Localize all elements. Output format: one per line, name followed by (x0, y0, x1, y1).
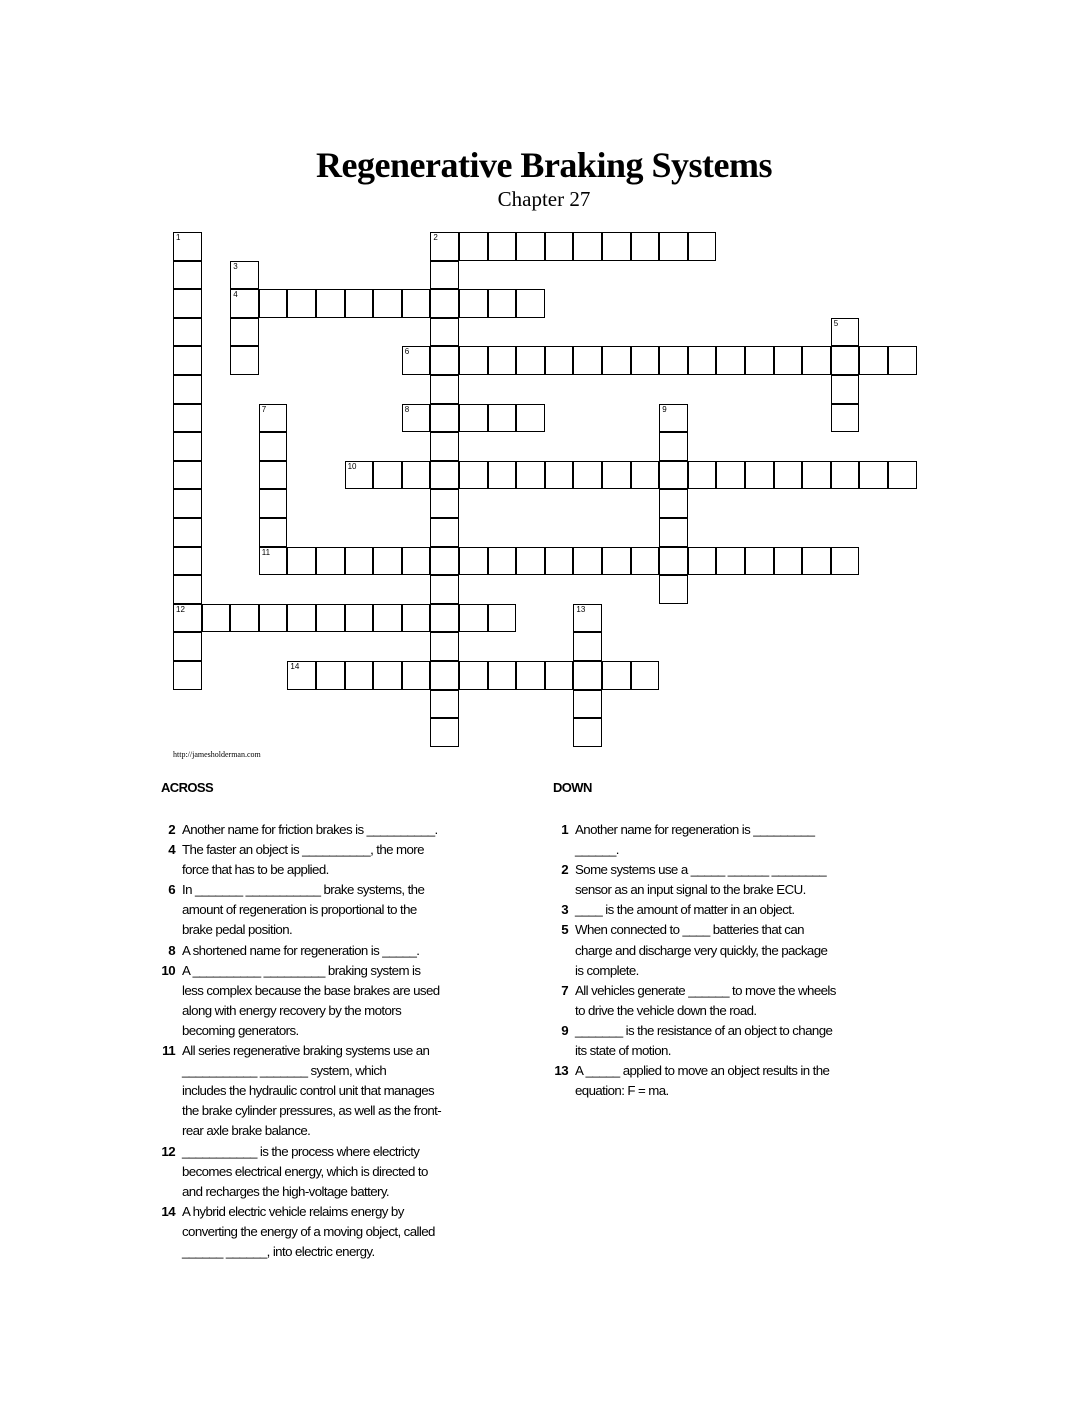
across-clue (148, 941, 508, 961)
grid-cell[interactable] (430, 604, 459, 633)
grid-cell[interactable] (230, 261, 259, 290)
grid-cell[interactable] (230, 604, 259, 633)
grid-cell[interactable] (316, 661, 345, 690)
cell-number: 8 (404, 404, 410, 414)
grid-cell[interactable] (545, 661, 574, 690)
grid-cell[interactable] (430, 318, 459, 347)
grid-cell[interactable] (774, 547, 803, 576)
grid-cell[interactable] (774, 461, 803, 490)
grid-cell[interactable] (202, 604, 231, 633)
grid-cell[interactable] (430, 518, 459, 547)
grid-cell[interactable] (573, 232, 602, 261)
clue-number: 12 (161, 1143, 175, 1159)
grid-cell[interactable] (659, 346, 688, 375)
grid-cell[interactable] (316, 604, 345, 633)
grid-cell[interactable] (516, 461, 545, 490)
down-clue-list (541, 820, 901, 1101)
cell-number: 9 (662, 404, 667, 414)
grid-cell[interactable] (573, 632, 602, 661)
grid-cell[interactable] (602, 661, 631, 690)
grid-cell[interactable] (287, 661, 316, 690)
clue-text: A hybrid electric vehicle relaims energy by converting the energy of a moving object, called ______ ______, into electric energy. (182, 1203, 435, 1259)
across-clue-list (148, 820, 508, 1262)
grid-cell[interactable] (659, 489, 688, 518)
grid-cell[interactable] (402, 404, 431, 433)
down-clue (541, 981, 901, 1021)
clue-number: 10 (161, 962, 175, 978)
grid-cell[interactable] (659, 232, 688, 261)
grid-cell[interactable] (259, 289, 288, 318)
grid-cell[interactable] (430, 632, 459, 661)
grid-cell[interactable] (259, 547, 288, 576)
grid-cell[interactable] (459, 461, 488, 490)
grid-cell[interactable] (402, 289, 431, 318)
clue-text: When connected to ____ batteries that can charge and discharge very quickly, the package is complete. (575, 922, 828, 978)
grid-cell[interactable] (459, 604, 488, 633)
grid-cell[interactable] (430, 289, 459, 318)
grid-cell[interactable] (488, 461, 517, 490)
grid-cell[interactable] (173, 318, 202, 347)
grid-cell[interactable] (373, 661, 402, 690)
grid-cell[interactable] (545, 232, 574, 261)
grid-cell[interactable] (373, 289, 402, 318)
across-clue (148, 961, 508, 1041)
grid-cell[interactable] (545, 346, 574, 375)
clue-number: 4 (168, 842, 175, 858)
grid-cell[interactable] (430, 690, 459, 719)
grid-cell[interactable] (402, 604, 431, 633)
grid-cell[interactable] (287, 604, 316, 633)
grid-cell[interactable] (430, 718, 459, 747)
grid-cell[interactable] (631, 547, 660, 576)
grid-cell[interactable] (573, 346, 602, 375)
grid-cell[interactable] (516, 289, 545, 318)
grid-cell[interactable] (173, 232, 202, 261)
grid-cell[interactable] (631, 661, 660, 690)
grid-cell[interactable] (430, 461, 459, 490)
grid-cell[interactable] (173, 661, 202, 690)
grid-cell[interactable] (430, 346, 459, 375)
grid-cell[interactable] (573, 547, 602, 576)
grid-cell[interactable] (316, 289, 345, 318)
cell-number: 7 (261, 404, 267, 414)
grid-cell[interactable] (831, 404, 860, 433)
grid-cell[interactable] (173, 575, 202, 604)
grid-cell[interactable] (459, 547, 488, 576)
grid-cell[interactable] (688, 461, 717, 490)
grid-cell[interactable] (430, 232, 459, 261)
grid-cell[interactable] (516, 346, 545, 375)
across-clue (148, 820, 508, 840)
cell-number: 6 (404, 347, 410, 357)
grid-cell[interactable] (516, 232, 545, 261)
grid-cell[interactable] (602, 232, 631, 261)
grid-cell[interactable] (745, 461, 774, 490)
grid-cell[interactable] (259, 489, 288, 518)
grid-cell[interactable] (573, 604, 602, 633)
grid-cell[interactable] (745, 547, 774, 576)
grid-cell[interactable] (516, 547, 545, 576)
across-clue (148, 1202, 508, 1262)
grid-cell[interactable] (688, 346, 717, 375)
grid-cell[interactable] (259, 404, 288, 433)
grid-cell[interactable] (430, 547, 459, 576)
grid-cell[interactable] (573, 461, 602, 490)
grid-cell[interactable] (345, 661, 374, 690)
grid-cell[interactable] (631, 232, 660, 261)
page-title: Regenerative Braking Systems (316, 145, 772, 185)
grid-cell[interactable] (173, 547, 202, 576)
cell-number: 11 (261, 547, 271, 557)
grid-cell[interactable] (345, 461, 374, 490)
cell-number: 4 (233, 290, 238, 300)
grid-cell[interactable] (230, 346, 259, 375)
grid-cell[interactable] (488, 404, 517, 433)
grid-cell[interactable] (488, 232, 517, 261)
grid-cell[interactable] (345, 604, 374, 633)
grid-cell[interactable] (345, 547, 374, 576)
grid-cell[interactable] (716, 547, 745, 576)
grid-cell[interactable] (573, 718, 602, 747)
grid-cell[interactable] (545, 461, 574, 490)
clue-text: The faster an object is __________, the more force that has to be applied. (182, 842, 424, 878)
grid-cell[interactable] (659, 575, 688, 604)
grid-cell[interactable] (659, 461, 688, 490)
grid-cell[interactable] (831, 318, 860, 347)
cell-number: 5 (833, 318, 839, 328)
clue-number: 13 (554, 1063, 568, 1079)
grid-cell[interactable] (373, 461, 402, 490)
clue-text: Another name for regeneration is _________ ______. (575, 822, 815, 858)
grid-cell[interactable] (402, 346, 431, 375)
grid-cell[interactable] (774, 346, 803, 375)
grid-cell[interactable] (659, 432, 688, 461)
grid-cell[interactable] (459, 289, 488, 318)
grid-cell[interactable] (688, 232, 717, 261)
grid-cell[interactable] (373, 604, 402, 633)
clue-text: ____ is the amount of matter in an object. (575, 902, 795, 918)
grid-cell[interactable] (402, 461, 431, 490)
cell-number: 1 (176, 233, 181, 242)
grid-cell[interactable] (488, 547, 517, 576)
grid-cell[interactable] (859, 461, 888, 490)
across-heading: ACROSS (161, 780, 214, 795)
grid-cell[interactable] (659, 518, 688, 547)
grid-cell[interactable] (488, 604, 517, 633)
clue-text: A _____ applied to move an object results in the equation: F = ma. (575, 1063, 830, 1099)
grid-cell[interactable] (688, 547, 717, 576)
grid-cell[interactable] (173, 489, 202, 518)
grid-cell[interactable] (545, 547, 574, 576)
grid-cell[interactable] (831, 375, 860, 404)
grid-cell[interactable] (430, 661, 459, 690)
grid-cell[interactable] (259, 432, 288, 461)
grid-cell[interactable] (173, 632, 202, 661)
clue-number: 11 (162, 1043, 175, 1059)
grid-cell[interactable] (459, 661, 488, 690)
clue-text: In _______ ___________ brake systems, the amount of regeneration is proportional to the brake pedal position. (182, 882, 425, 938)
grid-cell[interactable] (602, 461, 631, 490)
grid-cell[interactable] (173, 404, 202, 433)
grid-cell[interactable] (802, 461, 831, 490)
clue-number: 8 (168, 942, 175, 958)
grid-cell[interactable] (602, 547, 631, 576)
grid-cell[interactable] (516, 404, 545, 433)
grid-cell[interactable] (259, 518, 288, 547)
cell-number: 14 (290, 662, 300, 671)
down-clue (541, 920, 901, 980)
grid-cell[interactable] (716, 346, 745, 375)
grid-cell[interactable] (430, 404, 459, 433)
grid-cell[interactable] (459, 404, 488, 433)
grid-cell[interactable] (316, 547, 345, 576)
grid-cell[interactable] (230, 318, 259, 347)
across-clue (148, 1142, 508, 1202)
grid-cell[interactable] (573, 661, 602, 690)
grid-cell[interactable] (173, 289, 202, 318)
source-url: http://jamesholderman.com (173, 750, 261, 759)
clue-text: A shortened name for regeneration is _____. (182, 942, 420, 958)
clue-number: 7 (561, 982, 568, 998)
cell-number: 2 (433, 233, 438, 242)
grid-cell[interactable] (516, 661, 545, 690)
grid-cell[interactable] (287, 547, 316, 576)
clue-number: 6 (168, 882, 175, 898)
grid-cell[interactable] (631, 461, 660, 490)
clue-text: Some systems use a _____ ______ ________ sensor as an input signal to the brake ECU. (575, 862, 827, 898)
cell-number: 13 (576, 604, 586, 614)
grid-cell[interactable] (173, 346, 202, 375)
grid-cell[interactable] (602, 346, 631, 375)
down-clue (541, 820, 901, 860)
grid-cell[interactable] (373, 547, 402, 576)
grid-cell[interactable] (402, 661, 431, 690)
grid-cell[interactable] (859, 346, 888, 375)
grid-cell[interactable] (430, 375, 459, 404)
down-clue (541, 1061, 901, 1101)
grid-cell[interactable] (430, 261, 459, 290)
grid-cell[interactable] (173, 461, 202, 490)
grid-cell[interactable] (430, 432, 459, 461)
across-clue (148, 880, 508, 940)
clue-number: 3 (561, 902, 568, 918)
grid-cell[interactable] (573, 690, 602, 719)
across-clue (148, 840, 508, 880)
grid-cell[interactable] (173, 432, 202, 461)
grid-cell[interactable] (259, 461, 288, 490)
clue-text: _______ is the resistance of an object to change its state of motion. (575, 1022, 833, 1059)
grid-cell[interactable] (173, 261, 202, 290)
down-clue (541, 860, 901, 900)
down-clue (541, 1021, 901, 1061)
grid-cell[interactable] (831, 547, 860, 576)
grid-cell[interactable] (459, 346, 488, 375)
clue-number: 1 (561, 822, 568, 837)
grid-cell[interactable] (430, 575, 459, 604)
grid-cell[interactable] (888, 461, 917, 490)
clue-number: 5 (561, 922, 568, 938)
grid-cell[interactable] (659, 404, 688, 433)
grid-cell[interactable] (831, 461, 860, 490)
clue-number: 2 (168, 822, 175, 837)
grid-cell[interactable] (888, 346, 917, 375)
clue-number: 2 (561, 862, 568, 878)
grid-cell[interactable] (831, 346, 860, 375)
grid-cell[interactable] (716, 461, 745, 490)
clue-text: ___________ is the process where electricty becomes electrical energy, which is directed to and recharges the high-voltage battery. (182, 1143, 428, 1199)
grid-cell[interactable] (488, 289, 517, 318)
page-subtitle: Chapter 27 (497, 187, 591, 211)
down-clue (541, 900, 901, 920)
cell-number: 10 (347, 461, 357, 471)
grid-cell[interactable] (287, 289, 316, 318)
grid-cell[interactable] (745, 346, 774, 375)
grid-cell[interactable] (345, 289, 374, 318)
grid-cell[interactable] (488, 661, 517, 690)
grid-cell[interactable] (173, 375, 202, 404)
clue-text: All vehicles generate ______ to move the wheels to drive the vehicle down the road. (575, 982, 836, 1018)
grid-cell[interactable] (430, 489, 459, 518)
cell-number: 12 (176, 604, 185, 614)
grid-cell[interactable] (230, 289, 259, 318)
clue-number: 9 (561, 1022, 568, 1038)
across-clue (148, 1041, 508, 1141)
grid-cell[interactable] (259, 604, 288, 633)
clue-text: All series regenerative braking systems use an ___________ _______ system, which includes the hydraulic control unit that manages the brake cylinder pressures, as well as the front- rear axle brake balance. (182, 1043, 442, 1139)
grid-cell[interactable] (459, 232, 488, 261)
down-heading: DOWN (553, 780, 592, 795)
clue-text: A __________ _________ braking system is less complex because the base brakes are used along with energy recovery by the motors becoming generators. (182, 962, 440, 1038)
grid-cell[interactable] (173, 518, 202, 547)
clue-text: Another name for friction brakes is __________. (182, 822, 438, 837)
grid-cell[interactable] (802, 346, 831, 375)
grid-cell[interactable] (173, 604, 202, 633)
grid-cell[interactable] (659, 547, 688, 576)
clue-number: 14 (161, 1203, 175, 1219)
grid-cell[interactable] (488, 346, 517, 375)
grid-cell[interactable] (402, 547, 431, 576)
grid-cell[interactable] (802, 547, 831, 576)
cell-number: 3 (233, 261, 238, 271)
grid-cell[interactable] (631, 346, 660, 375)
